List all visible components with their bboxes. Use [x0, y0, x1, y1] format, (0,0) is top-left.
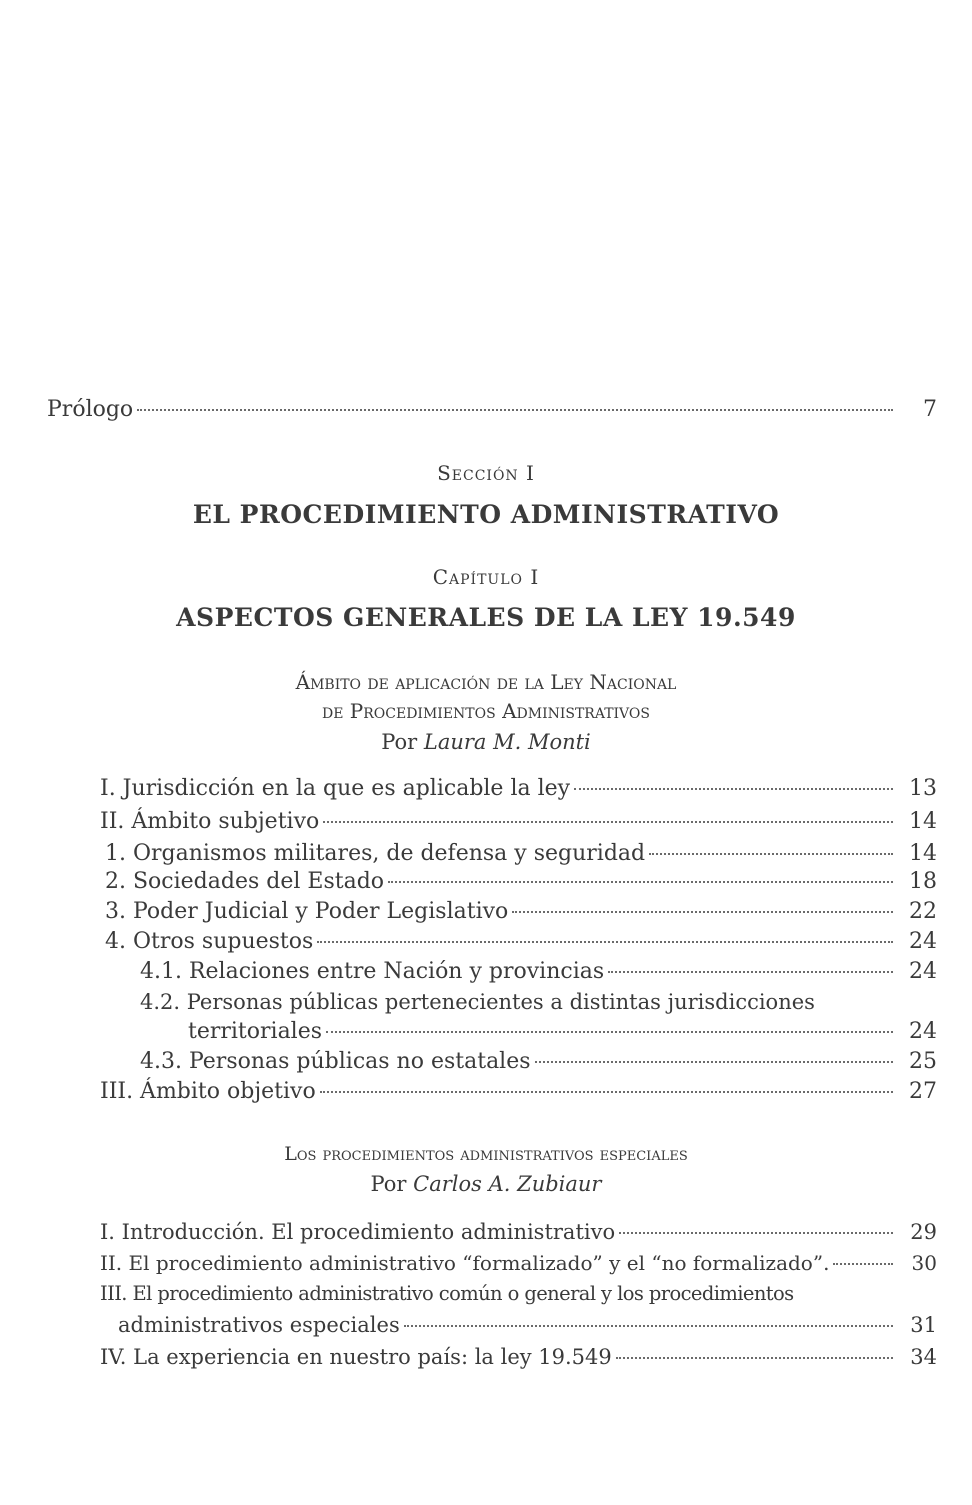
- toc-entry-text: Prólogo: [47, 397, 134, 422]
- author-name: Carlos A. Zubiaur: [413, 1172, 602, 1196]
- toc-entry-text: territoriales: [188, 1019, 323, 1044]
- toc-entry[interactable]: [140, 1048, 937, 1076]
- toc-entry-text: IV. La experiencia en nuestro país: la ley 19.549: [100, 1345, 612, 1369]
- toc-entry-text: administrativos especiales: [118, 1313, 400, 1337]
- section-label: Sección I: [437, 461, 535, 485]
- article-title-line2: de Procedimientos Administrativos: [322, 699, 650, 723]
- section-title: EL PROCEDIMIENTO ADMINISTRATIVO: [192, 500, 780, 529]
- toc-entry-page: 31: [910, 1313, 937, 1337]
- toc-entry[interactable]: [105, 898, 937, 926]
- toc-entry-page: 24: [909, 1019, 937, 1044]
- toc-entry-text-line1: III. El procedimiento administrativo común o general y los procedimientos: [100, 1282, 794, 1305]
- dot-leader: [326, 1031, 893, 1033]
- author-prefix: Por: [381, 730, 418, 754]
- toc-entry[interactable]: [100, 775, 937, 803]
- dot-leader: [616, 1357, 893, 1359]
- toc-entry-page: 14: [909, 809, 937, 834]
- toc-entry-page: 24: [909, 929, 937, 954]
- toc-entry-text: I. Introducción. El procedimiento administrativo: [100, 1220, 616, 1244]
- toc-entry-page: 27: [909, 1079, 937, 1104]
- toc-entry-text: 4.3. Personas públicas no estatales: [140, 1049, 531, 1074]
- toc-entry-text: I. Jurisdicción en la que es aplicable la ley: [100, 776, 571, 801]
- chapter-title: ASPECTOS GENERALES DE LA LEY 19.549: [176, 603, 796, 632]
- toc-entry-text-line1: 4.2. Personas públicas pertenecientes a distintas jurisdicciones: [140, 990, 815, 1014]
- toc-entry-page: 30: [911, 1251, 937, 1275]
- dot-leader: [404, 1325, 893, 1327]
- article-author: [0, 730, 972, 754]
- dot-leader: [574, 788, 893, 790]
- article-title-line1: Ámbito de aplicación de la Ley Nacional: [295, 670, 677, 694]
- toc-entry[interactable]: [105, 928, 937, 956]
- toc-entry[interactable]: [100, 1343, 937, 1371]
- dot-leader: [512, 911, 893, 913]
- toc-entry[interactable]: [140, 958, 937, 986]
- author-prefix: Por: [370, 1172, 407, 1196]
- toc-entry[interactable]: [100, 808, 937, 836]
- toc-entry[interactable]: [118, 1311, 937, 1339]
- dot-leader: [619, 1232, 893, 1234]
- dot-leader: [649, 853, 893, 855]
- article-title: Los procedimientos administrativos especiales: [284, 1143, 688, 1165]
- toc-entry[interactable]: [100, 1078, 937, 1106]
- toc-entry-page: 14: [909, 841, 937, 866]
- toc-entry-text: 4.1. Relaciones entre Nación y provincias: [140, 959, 605, 984]
- dot-leader: [320, 1091, 893, 1093]
- toc-entry-text: 4. Otros supuestos: [105, 929, 314, 954]
- toc-entry-text: 3. Poder Judicial y Poder Legislativo: [105, 899, 509, 924]
- toc-entry-text: III. Ámbito objetivo: [100, 1079, 316, 1104]
- toc-entry-text: II. El procedimiento administrativo “formalizado” y el “no formalizado”.: [100, 1251, 830, 1275]
- toc-entry-page: 13: [909, 776, 937, 801]
- toc-entry[interactable]: [105, 868, 937, 896]
- toc-entry[interactable]: [100, 1218, 937, 1246]
- toc-entry-page: 29: [910, 1220, 937, 1244]
- toc-entry-page: 18: [909, 869, 937, 894]
- toc-entry-page: 25: [909, 1049, 937, 1074]
- toc-entry[interactable]: [105, 840, 937, 868]
- dot-leader: [323, 821, 893, 823]
- dot-leader: [535, 1061, 893, 1063]
- toc-entry-text: 1. Organismos militares, de defensa y seguridad: [105, 841, 646, 866]
- toc-entry-page: 24: [909, 959, 937, 984]
- dot-leader: [833, 1263, 893, 1265]
- dot-leader: [317, 941, 893, 943]
- toc-entry-text: II. Ámbito subjetivo: [100, 809, 320, 834]
- author-name: Laura M. Monti: [423, 730, 591, 754]
- toc-entry-text: 2. Sociedades del Estado: [105, 869, 385, 894]
- toc-entry[interactable]: [188, 1018, 937, 1046]
- toc-entry[interactable]: [100, 1249, 937, 1277]
- dot-leader: [388, 881, 893, 883]
- article-author: [0, 1172, 972, 1196]
- toc-entry-page: 7: [923, 397, 937, 422]
- dot-leader: [137, 409, 893, 411]
- toc-entry-prologo[interactable]: [47, 396, 937, 424]
- chapter-label: Capítulo I: [432, 565, 540, 589]
- dot-leader: [608, 971, 893, 973]
- toc-entry-page: 34: [910, 1345, 937, 1369]
- toc-entry-page: 22: [909, 899, 937, 924]
